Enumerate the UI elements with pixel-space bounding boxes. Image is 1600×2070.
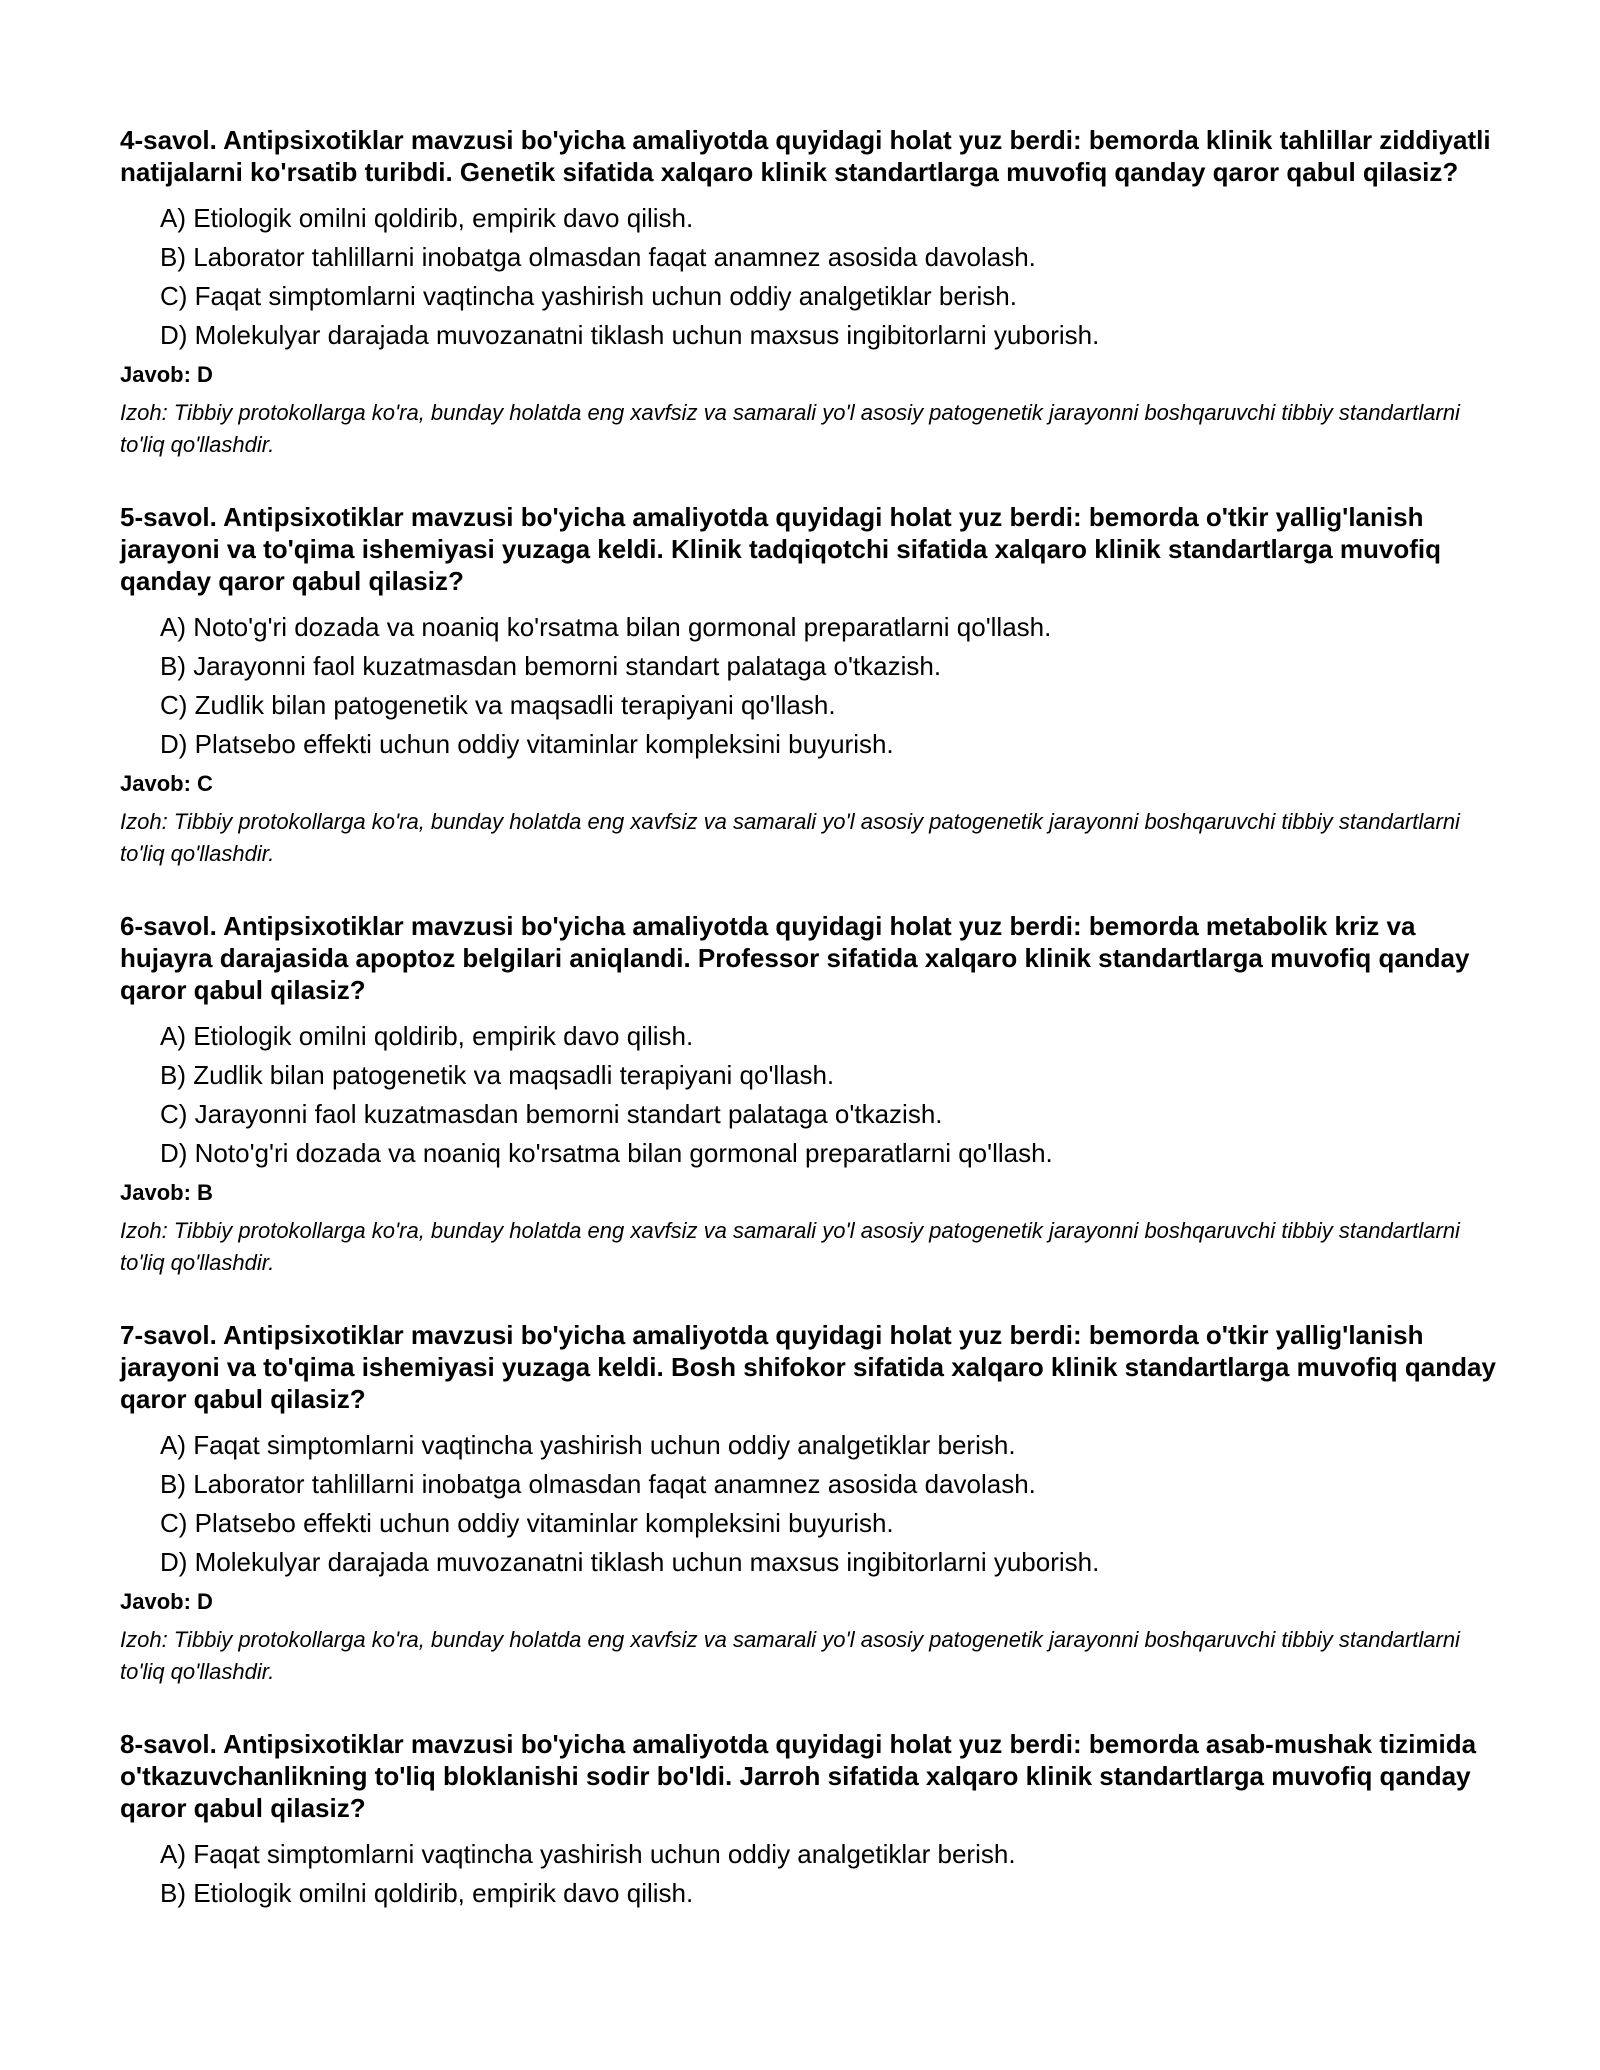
options-list: [120, 1839, 1500, 1908]
question-block-4: [120, 124, 1500, 461]
options-list: [120, 1430, 1500, 1577]
option-c: C) Zudlik bilan patogenetik va maqsadli terapiyani qo'llash.: [160, 690, 836, 720]
document-page: [120, 124, 1500, 1917]
question-block-5: [120, 501, 1500, 870]
answer-label: Javob: C: [120, 771, 213, 796]
question-text: 7-savol. Antipsixotiklar mavzusi bo'yicha amaliyotda quyidagi holat yuz berdi: bemorda o'tkir yallig'lanish jarayoni va to'qima ishemiyasi yuzaga keldi. Bosh shifokor sifatida xalqaro klinik standartlarga muvofiq qanday qaror qabul qilasiz?: [120, 1320, 1496, 1414]
answer-label: Javob: D: [120, 362, 213, 387]
options-list: [120, 1021, 1500, 1168]
explanation-note: Izoh: Tibbiy protokollarga ko'ra, bunday holatda eng xavfsiz va samarali yo'l asosiy patogenetik jarayonni boshqaruvchi tibbiy standartlarni to'liq qo'llashdir.: [120, 1627, 1460, 1684]
options-list: [120, 203, 1500, 350]
answer-label: Javob: D: [120, 1589, 213, 1614]
option-d: D) Platsebo effekti uchun oddiy vitaminlar kompleksini buyurish.: [160, 729, 894, 759]
option-a: A) Etiologik omilni qoldirib, empirik davo qilish.: [160, 1021, 694, 1051]
question-text: 5-savol. Antipsixotiklar mavzusi bo'yicha amaliyotda quyidagi holat yuz berdi: bemorda o'tkir yallig'lanish jarayoni va to'qima ishemiyasi yuzaga keldi. Klinik tadqiqotchi sifatida xalqaro klinik standartlarga muvofiq qanday qaror qabul qilasiz?: [120, 502, 1441, 596]
question-text: 4-savol. Antipsixotiklar mavzusi bo'yicha amaliyotda quyidagi holat yuz berdi: bemorda klinik tahlillar ziddiyatli natijalarni ko'rsatib turibdi. Genetik sifatida xalqaro klinik standartlarga muvofiq qanday qaror qabul qilasiz?: [120, 125, 1491, 187]
option-b: B) Zudlik bilan patogenetik va maqsadli terapiyani qo'llash.: [160, 1060, 835, 1090]
option-b: B) Laborator tahlillarni inobatga olmasdan faqat anamnez asosida davolash.: [160, 1469, 1036, 1499]
question-block-8: [120, 1728, 1500, 1908]
option-a: A) Faqat simptomlarni vaqtincha yashirish uchun oddiy analgetiklar berish.: [160, 1839, 1016, 1869]
option-a: A) Noto'g'ri dozada va noaniq ko'rsatma bilan gormonal preparatlarni qo'llash.: [160, 612, 1052, 642]
question-block-6: [120, 910, 1500, 1279]
option-d: D) Noto'g'ri dozada va noaniq ko'rsatma bilan gormonal preparatlarni qo'llash.: [160, 1138, 1053, 1168]
explanation-note: Izoh: Tibbiy protokollarga ko'ra, bunday holatda eng xavfsiz va samarali yo'l asosiy patogenetik jarayonni boshqaruvchi tibbiy standartlarni to'liq qo'llashdir.: [120, 1218, 1460, 1275]
explanation-note: Izoh: Tibbiy protokollarga ko'ra, bunday holatda eng xavfsiz va samarali yo'l asosiy patogenetik jarayonni boshqaruvchi tibbiy standartlarni to'liq qo'llashdir.: [120, 400, 1460, 457]
option-c: C) Platsebo effekti uchun oddiy vitaminlar kompleksini buyurish.: [160, 1508, 894, 1538]
question-text: 8-savol. Antipsixotiklar mavzusi bo'yicha amaliyotda quyidagi holat yuz berdi: bemorda asab-mushak tizimida o'tkazuvchanlikning to'liq bloklanishi sodir bo'ldi. Jarroh sifatida xalqaro klinik standartlarga muvofiq qanday qaror qabul qilasiz?: [120, 1729, 1477, 1823]
option-c: C) Jarayonni faol kuzatmasdan bemorni standart palataga o'tkazish.: [160, 1099, 943, 1129]
question-text: 6-savol. Antipsixotiklar mavzusi bo'yicha amaliyotda quyidagi holat yuz berdi: bemorda metabolik kriz va hujayra darajasida apoptoz belgilari aniqlandi. Professor sifatida xalqaro klinik standartlarga muvofiq qanday qaror qabul qilasiz?: [120, 911, 1470, 1005]
option-b: B) Jarayonni faol kuzatmasdan bemorni standart palataga o'tkazish.: [160, 651, 942, 681]
question-block-7: [120, 1319, 1500, 1688]
option-a: A) Etiologik omilni qoldirib, empirik davo qilish.: [160, 203, 694, 233]
explanation-note: Izoh: Tibbiy protokollarga ko'ra, bunday holatda eng xavfsiz va samarali yo'l asosiy patogenetik jarayonni boshqaruvchi tibbiy standartlarni to'liq qo'llashdir.: [120, 809, 1460, 866]
option-a: A) Faqat simptomlarni vaqtincha yashirish uchun oddiy analgetiklar berish.: [160, 1430, 1016, 1460]
option-b: B) Etiologik omilni qoldirib, empirik davo qilish.: [160, 1878, 694, 1908]
answer-label: Javob: B: [120, 1180, 213, 1205]
options-list: [120, 612, 1500, 759]
option-d: D) Molekulyar darajada muvozanatni tiklash uchun maxsus ingibitorlarni yuborish.: [160, 1547, 1100, 1577]
option-c: C) Faqat simptomlarni vaqtincha yashirish uchun oddiy analgetiklar berish.: [160, 281, 1017, 311]
option-d: D) Molekulyar darajada muvozanatni tiklash uchun maxsus ingibitorlarni yuborish.: [160, 320, 1100, 350]
option-b: B) Laborator tahlillarni inobatga olmasdan faqat anamnez asosida davolash.: [160, 242, 1036, 272]
